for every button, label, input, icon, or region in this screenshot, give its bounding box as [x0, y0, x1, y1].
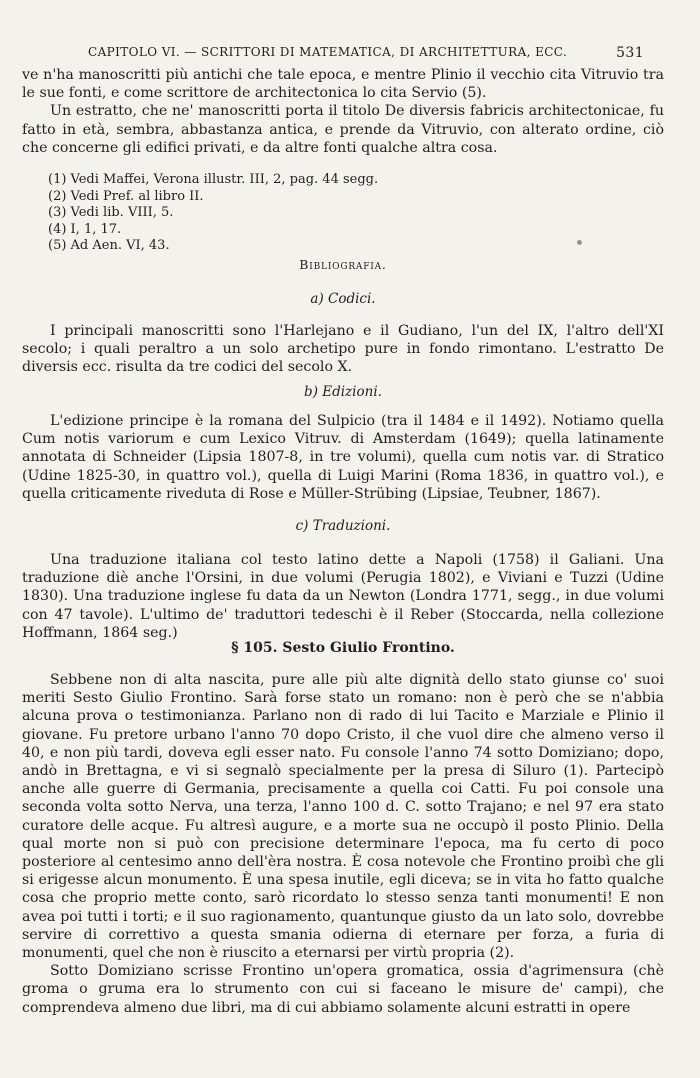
traduzioni-heading: c) Traduzioni.: [295, 518, 391, 534]
intro-block: [22, 66, 664, 157]
bibliografia-heading: Bibliografia.: [299, 257, 387, 272]
edizioni-block: [22, 412, 664, 503]
frontino-block: [22, 671, 664, 1017]
running-title: CAPITOLO VI. — SCRITTORI DI MATEMATICA, DI ARCHITETTURA, ECC.: [88, 45, 568, 59]
paragraph-vitruvio: ve n'ha manoscritti più antichi che tale epoca, e mentre Plinio il vecchio cita Vitruvio tra le sue fonti, e come scrittore de architectonica lo cita Servio (5).: [22, 67, 664, 102]
footnote: (1) Vedi Maffei, Verona illustr. III, 2, pag. 44 segg.: [48, 172, 379, 187]
frontino-paragraph-2: Sotto Domiziano scrisse Frontino un'opera gromatica, ossia d'agrimensura (chè groma o gruma era lo strumento con cui si faceano le misure de' campi), che comprendeva almeno due libri, ma di cui abbiamo solamente alcuni estratti in opere: [22, 963, 664, 1016]
footnote: (3) Vedi lib. VIII, 5.: [48, 205, 174, 221]
page-number: 531: [616, 45, 644, 61]
footnotes: [22, 172, 664, 255]
frontino-paragraph-1: Sebbene non di alta nascita, pure alle più alte dignità dello stato giunse co' suoi meriti Sesto Giulio Frontino. Sarà forse stato un romano: non è però che se n'abbia alcuna prova o testimonianza. Parlano non di rado di lui Tacito e Marziale e Plinio il giovane. Fu pretore urbano l'anno 70 dopo Cristo, il che vuol dire che almeno verso il 40, e non più tardi, doveva egli esser nato. Fu console l'anno 74 sotto Domiziano; dopo, andò in Brettagna, e vi si segnalò specialmente per la presa di Siluro (1). Partecipò anche alle guerre di Germania, precisamente a quella coi Catti. Fu poi console una seconda volta sotto Nerva, una terza, l'anno 100 d. C. sotto Trajano; e nel 97 era stato curatore delle acque. Fu altresì augure, e a morte sua ne occupò il posto Plinio. Della qual morte non si può con precisione determinare l'epoca, ma fu certo di poco posteriore al centesimo anno dell'èra nostra. È cosa notevole che Frontino proibì che gli si erigesse alcun monumento. È una spesa inutile, egli diceva; se in vita ho fatto qualche cosa che proprio mette conto, sarò ricordato lo stesso senza tanti monumenti! E non avea poi tutti i torti; e il suo ragionamento, quantunque giusto da un lato solo, dovrebbe servire di correttivo a questa smania odierna di eternare per forza, a furia di monumenti, quel che non è riuscito a eternarsi per virtù propria (2).: [22, 672, 664, 962]
footnote: (5) Ad Aen. VI, 43.: [48, 238, 170, 254]
paragraph-estratto: Un estratto, che ne' manoscritti porta il titolo De diversis fabricis architectonicae, fu fatto in età, sembra, abbastanza antica, e prende da Vitruvio, con alterato ordine, ciò che concerne gli edifici privati, e da altre fonti qualche altra cosa.: [22, 103, 664, 156]
traduzioni-block: [22, 551, 664, 642]
codici-heading: a) Codici.: [310, 291, 376, 307]
footnote: (4) I, 1, 17.: [48, 221, 122, 237]
footnote: (2) Vedi Pref. al libro II.: [48, 188, 204, 204]
codici-paragraph: I principali manoscritti sono l'Harlejano e il Gudiano, l'un del IX, l'altro dell'XI secolo; i quali peraltro a un solo archetipo pure in fondo rimontano. L'estratto De diversis ecc. risulta da tre codici del secolo X.: [22, 323, 664, 376]
section-heading: § 105. Sesto Giulio Frontino.: [231, 640, 455, 656]
traduzioni-paragraph: Una traduzione italiana col testo latino dette a Napoli (1758) il Galiani. Una traduzione diè anche l'Orsini, in due volumi (Perugia 1802), e Viviani e Tuzzi (Udine 1830). Una traduzione inglese fu data da un Newton (Londra 1771, segg., in due volumi con 47 tavole). L'ultimo de' traduttori tedeschi è il Reber (Stoccarda, nella collezione Hoffmann, 1864 seg.): [22, 552, 664, 641]
ink-speck: [577, 240, 582, 245]
codici-block: [22, 322, 664, 377]
edizioni-paragraph: L'edizione principe è la romana del Sulpicio (tra il 1484 e il 1492). Notiamo quella Cum notis variorum e cum Lexico Vitruv. di Amsterdam (1649); quella latinamente annotata di Schneider (Lipsia 1807-8, in tre volumi), quella cum notis var. di Stratico (Udine 1825-30, in quattro vol.), quella di Luigi Marini (Roma 1836, in quattro vol.), e quella criticamente riveduta di Rose e Müller-Strübing (Lipsiae, Teubner, 1867).: [22, 413, 664, 502]
running-head: [88, 45, 644, 61]
edizioni-heading: b) Edizioni.: [304, 384, 382, 400]
